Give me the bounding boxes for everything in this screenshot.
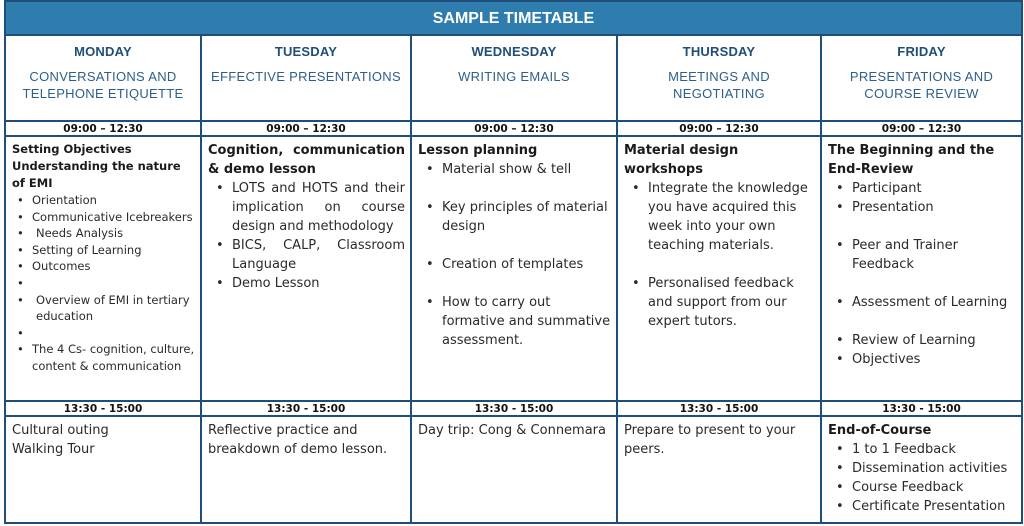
morning-time: 09:00 – 12:30: [412, 120, 616, 137]
day-name: FRIDAY: [897, 44, 946, 59]
afternoon-time: 13:30 - 15:00: [822, 400, 1021, 417]
list-item: [12, 325, 195, 342]
afternoon-text: Prepare to present to your peers.: [624, 423, 796, 457]
day-name: THURSDAY: [682, 44, 756, 59]
day-name: MONDAY: [74, 44, 132, 59]
day-theme: PRESENTATIONS AND COURSE REVIEW: [849, 69, 994, 101]
list-item: • Orientation: [12, 192, 195, 209]
afternoon-session: [822, 419, 1021, 522]
session-heading: The Beginning and the End-Review: [828, 143, 995, 177]
list-item: • Personalised feedback and support from our expert tutors.: [624, 274, 815, 331]
day-header: [618, 36, 820, 120]
list-item: • Review of Learning: [828, 331, 1016, 350]
afternoon-time: 13:30 - 15:00: [6, 400, 200, 417]
morning-time: 09:00 – 12:30: [822, 120, 1021, 137]
afternoon-session: [6, 419, 200, 522]
list-item: • Course Feedback: [828, 478, 1016, 497]
morning-session: [202, 138, 410, 400]
afternoon-session: [412, 419, 616, 522]
day-header: [412, 36, 616, 120]
list-item: • Integrate the knowledge you have acquired this week into your own teaching materials.: [624, 179, 815, 255]
list-item: • How to carry out formative and summative assessment.: [418, 293, 611, 350]
column-wednesday: [412, 36, 618, 522]
afternoon-time: 13:30 - 15:00: [412, 400, 616, 417]
session-list: [828, 179, 1016, 369]
session-list: [624, 179, 815, 331]
list-item: • Communicative Icebreakers: [12, 209, 195, 226]
day-theme: EFFECTIVE PRESENTATIONS: [211, 69, 401, 84]
list-item: [12, 275, 195, 292]
session-heading: Setting Objectives: [12, 142, 132, 156]
session-list: [208, 179, 405, 293]
day-name: TUESDAY: [274, 44, 338, 59]
day-name: WEDNESDAY: [471, 44, 557, 59]
list-item: • Certificate Presentation: [828, 497, 1016, 516]
session-list: [828, 440, 1016, 516]
morning-session: [822, 138, 1021, 400]
column-friday: [822, 36, 1021, 522]
list-item: • Creation of templates: [418, 255, 611, 274]
afternoon-text: Walking Tour: [12, 442, 95, 457]
afternoon-session: [202, 419, 410, 522]
afternoon-text: Reflective practice and breakdown of demo lesson.: [208, 423, 388, 457]
session-list: [12, 192, 195, 375]
list-item: • Demo Lesson: [208, 274, 405, 293]
day-header: [822, 36, 1021, 120]
list-item: • 1 to 1 Feedback: [828, 440, 1016, 459]
list-item: • Needs Analysis: [12, 225, 195, 242]
day-header: [202, 36, 410, 120]
afternoon-text: Day trip: Cong & Connemara: [418, 423, 606, 438]
day-header: [6, 36, 200, 120]
afternoon-session: [618, 419, 820, 522]
session-heading: Material design workshops: [624, 143, 739, 177]
list-item: • Outcomes: [12, 258, 195, 275]
column-thursday: [618, 36, 822, 522]
column-monday: [6, 36, 202, 522]
list-item: • LOTS and HOTS and their implication on course design and methodology: [208, 179, 405, 236]
session-heading: Cognition, communication & demo lesson: [208, 143, 405, 177]
morning-session: [412, 138, 616, 400]
list-item: • Participant: [828, 179, 1016, 198]
list-item: • Presentation: [828, 198, 1016, 217]
morning-time: 09:00 – 12:30: [618, 120, 820, 137]
day-theme: CONVERSATIONS AND TELEPHONE ETIQUETTE: [22, 69, 184, 101]
day-theme: WRITING EMAILS: [458, 69, 570, 84]
day-theme: MEETINGS AND NEGOTIATING: [668, 69, 770, 101]
morning-time: 09:00 – 12:30: [202, 120, 410, 137]
session-heading: End-of-Course: [828, 423, 932, 438]
afternoon-time: 13:30 - 15:00: [618, 400, 820, 417]
list-item: • The 4 Cs- cognition, culture, content & communication: [12, 341, 195, 374]
list-item: • Assessment of Learning: [828, 293, 1016, 312]
afternoon-text: Cultural outing: [12, 423, 109, 438]
morning-session: [618, 138, 820, 400]
morning-session: [6, 138, 200, 400]
list-item: • Overview of EMI in tertiary education: [12, 292, 195, 325]
list-item: • Material show & tell: [418, 160, 611, 179]
list-item: • Objectives: [828, 350, 1016, 369]
session-list: [418, 160, 611, 350]
column-tuesday: [202, 36, 412, 522]
timetable: [4, 0, 1023, 524]
session-heading: Understanding the nature of EMI: [12, 159, 181, 190]
session-heading: Lesson planning: [418, 143, 538, 158]
timetable-title: SAMPLE TIMETABLE: [6, 2, 1021, 36]
afternoon-time: 13:30 - 15:00: [202, 400, 410, 417]
list-item: • BICS, CALP, Classroom Language: [208, 236, 405, 274]
list-item: • Dissemination activities: [828, 459, 1016, 478]
morning-time: 09:00 – 12:30: [6, 120, 200, 137]
list-item: • Peer and Trainer Feedback: [828, 236, 1016, 274]
list-item: • Setting of Learning: [12, 242, 195, 259]
list-item: • Key principles of material design: [418, 198, 611, 236]
